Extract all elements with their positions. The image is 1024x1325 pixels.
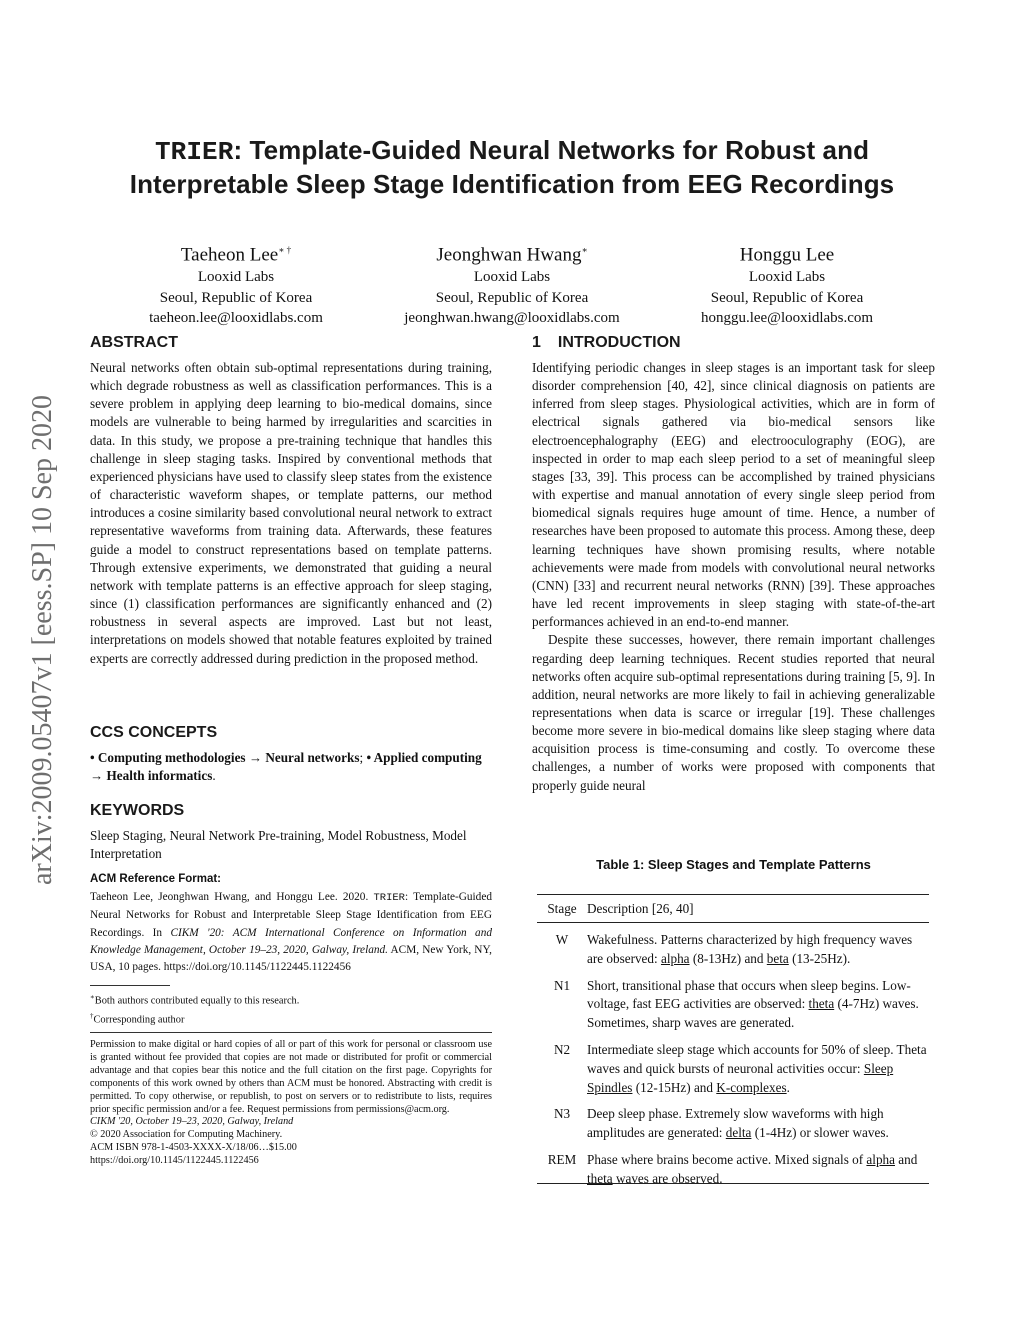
abstract-text: Neural networks often obtain sub-optimal representations during training, which degrade robustness as well as classification performances. This is a severe problem in applying deep learning to bio-medical domains, since models are vulnerable to being harmed by irregularities and scarcities in data. In this study, we propose a pre-training technique that handles this challenge in sleep staging tasks. Inspired by conventional methods that experienced physicians have used to classify sleep states from the existence of characteristic waveform shapes, or template patterns, our method introduces a cosine similarity based convolutional neural network to extract representative waveforms from training data. Afterwards, these features guide a model to construct representations based on template patterns. Through extensive experiments, we demonstrated that guiding a neural network with template patterns is an effective approach for sleep staging, since (1) classification performances are significantly enhanced and (2) robustness in several aspects are improved. Last but not least, interpretations on models showed that notable features exploited by trained experts are correctly addressed during prediction in the proposed method. xyxy=(90,360,492,666)
permission-copyright: © 2020 Association for Computing Machinery. xyxy=(90,1129,283,1141)
author-location: Seoul, Republic of Korea xyxy=(710,289,864,306)
footnotes xyxy=(90,990,492,1028)
author-block-2 xyxy=(362,238,662,329)
stage-cell: W xyxy=(555,932,569,947)
paper-title-line-1: TRIER: Template-Guided Neural Networks for Robust and xyxy=(154,135,870,167)
table-row xyxy=(537,929,929,975)
description-cell: Intermediate sleep stage which accounts for 50% of sleep. Theta waves and quick bursts of neuronal activities occur: Sleep Spindles (12-15Hz) and K-complexes. xyxy=(587,1041,927,1095)
table-row xyxy=(537,1039,929,1103)
sleep-stages-table xyxy=(537,900,929,1189)
acm-reference-text: Taeheon Lee, Jeonghwan Hwang, and Honggu Lee. 2020. TRIER: Template-Guided Neural Networks for Robust and Interpretable Sleep Stage Identification from EEG Recordings. In CIKM '20: ACM International Conference on Information and Knowledge Management, October 19–23, 2020, Galway, Ireland. ACM, New York, NY, USA, 10 pages. https://doi.org/10.1145/1122445.1122456 xyxy=(90,891,492,974)
author-location: Seoul, Republic of Korea xyxy=(159,289,313,306)
introduction-heading: 1 INTRODUCTION xyxy=(532,334,681,351)
introduction-paragraph: Identifying periodic changes in sleep stages is an important task for sleep disorder comprehension [40, 42], since clinical diagnosis on patients are inferred from sleep stages. Physiological activities, which are in form of electrical signals gathered via bio-medical sensors like electroencephalography (EEG) and electrooculography (EOG), are inspected in order to map each sleep period to a set of meaningful sleep stages [33, 39]. This process can be accomplished by trained physicians with expertise and manual annotation of every single sleep period from biomedical signals requires huge amount of time. Hence, a number of researches have been proposed to automate this process. Among these, deep learning techniques have shown promising results, where notable achievements were made from models with convolutional neural networks (CNN) [33] and recurrent neural networks (RNN) [39]. These approaches have led recent improvements in sleep staging with state-of-the-art performances achieved in an end-to-end manner. xyxy=(532,360,935,630)
description-cell: Short, transitional phase that occurs when sleep begins. Low-voltage, fast EEG activities are observed: theta (4-7Hz) waves. Sometimes, sharp waves are generated. xyxy=(587,977,919,1031)
author-block-1 xyxy=(86,238,386,329)
ccs-item: • Applied computing → Health informatics xyxy=(90,750,482,784)
author-email[interactable]: jeonghwan.hwang@looxidlabs.com xyxy=(404,310,620,327)
author-email[interactable]: taeheon.lee@looxidlabs.com xyxy=(149,310,323,327)
introduction-body xyxy=(532,359,935,795)
footnote-1: ∗Both authors contributed equally to this research. xyxy=(90,993,300,1007)
column-header-stage: Stage xyxy=(547,901,577,916)
author-affiliation: Looxid Labs xyxy=(748,269,826,286)
acm-reference-heading: ACM Reference Format: xyxy=(90,873,221,885)
abstract-heading: ABSTRACT xyxy=(90,334,178,351)
arxiv-identifier: arXiv:2009.05407v1 [eess.SP] 10 Sep 2020 xyxy=(27,395,58,885)
footnote-rule xyxy=(90,985,170,986)
column-header-description: Description [26, 40] xyxy=(587,901,694,916)
author-marks: ∗ xyxy=(581,245,588,255)
author-name: Taeheon Lee xyxy=(180,244,279,266)
permission-isbn: ACM ISBN 978-1-4503-XXXX-X/18/06…$15.00 xyxy=(90,1142,297,1154)
ccs-item: • Computing methodologies → Neural networks xyxy=(90,750,360,765)
description-cell: Wakefulness. Patterns characterized by high frequency waves are observed: alpha (8-13Hz) and beta (13-25Hz). xyxy=(587,932,913,966)
description-cell: Deep sleep phase. Extremely slow waveforms with high amplitudes are generated: delta (1-4Hz) or slower waves. xyxy=(587,1106,889,1141)
reference-venue: CIKM '20: ACM International Conference on Information and Knowledge Management, October 19–23, 2020, Galway, Ireland. xyxy=(90,926,492,956)
stage-cell: REM xyxy=(547,1151,577,1167)
table-row xyxy=(537,1103,929,1149)
stage-cell: N2 xyxy=(553,1041,571,1057)
author-location: Seoul, Republic of Korea xyxy=(435,289,589,306)
trier-name: TRIER xyxy=(154,137,234,167)
keywords-text: Sleep Staging, Neural Network Pre-training, Model Robustness, Model Interpretation xyxy=(90,828,467,862)
permission-text: Permission to make digital or hard copies of all or part of this work for personal or classroom use is granted without fee provided that copies are not made or distributed for profit or commercial advantage and that copies bear this notice and the full citation on the first page. Copyrights for components of this work owned by others than ACM must be honored. Abstracting with credit is permitted. To copy otherwise, or republish, to post on servers or to redistribute to lists, requires prior specific permission and/or a fee. Request permissions from permissions@acm.org. xyxy=(90,1039,492,1115)
author-name: Honggu Lee xyxy=(739,244,835,266)
table-caption: Table 1: Sleep Stages and Template Patterns xyxy=(596,857,871,872)
author-name: Jeonghwan Hwang xyxy=(436,244,582,266)
author-affiliation: Looxid Labs xyxy=(197,269,275,286)
stage-cell: N1 xyxy=(553,977,571,993)
author-marks: ∗ † xyxy=(278,245,292,255)
introduction-paragraph: Despite these successes, however, there remain important challenges regarding deep learning techniques. Recent studies reported that neural networks often acquire sub-optimal representations during training [5, 9]. In addition, neural networks are more likely to fail in achieving generalizable representations when data is scarce or irregular [19]. These challenges become more severe in bio-medical domains like sleep staging where data acquisition process is time-consuming and costly. To overcome these challenges, a number of works were proposed with components that properly guide neural xyxy=(532,632,935,793)
ccs-heading: CCS CONCEPTS xyxy=(90,724,218,741)
ccs-concepts: • Computing methodologies → Neural networks; • Applied computing → Health informatics. xyxy=(90,750,482,784)
permission-rule xyxy=(90,1032,492,1033)
stage-cell: N3 xyxy=(553,1106,571,1122)
keywords-heading: KEYWORDS xyxy=(90,802,185,819)
author-affiliation: Looxid Labs xyxy=(473,269,551,286)
footnote-2: †Corresponding author xyxy=(90,1011,185,1026)
author-block-3 xyxy=(637,238,937,329)
table-row xyxy=(537,975,929,1039)
permission-venue: CIKM '20, October 19–23, 2020, Galway, Ireland xyxy=(90,1116,294,1128)
author-email[interactable]: honggu.lee@looxidlabs.com xyxy=(700,310,874,327)
table-top-rule xyxy=(537,894,929,895)
table-row xyxy=(537,1149,929,1189)
description-cell: Phase where brains become active. Mixed signals of alpha and theta waves are observed. xyxy=(587,1151,918,1186)
paper-title-line-2: Interpretable Sleep Stage Identification from EEG Recordings xyxy=(129,169,895,199)
permission-block xyxy=(90,1039,492,1168)
permission-doi[interactable]: https://doi.org/10.1145/1122445.1122456 xyxy=(90,1155,259,1167)
